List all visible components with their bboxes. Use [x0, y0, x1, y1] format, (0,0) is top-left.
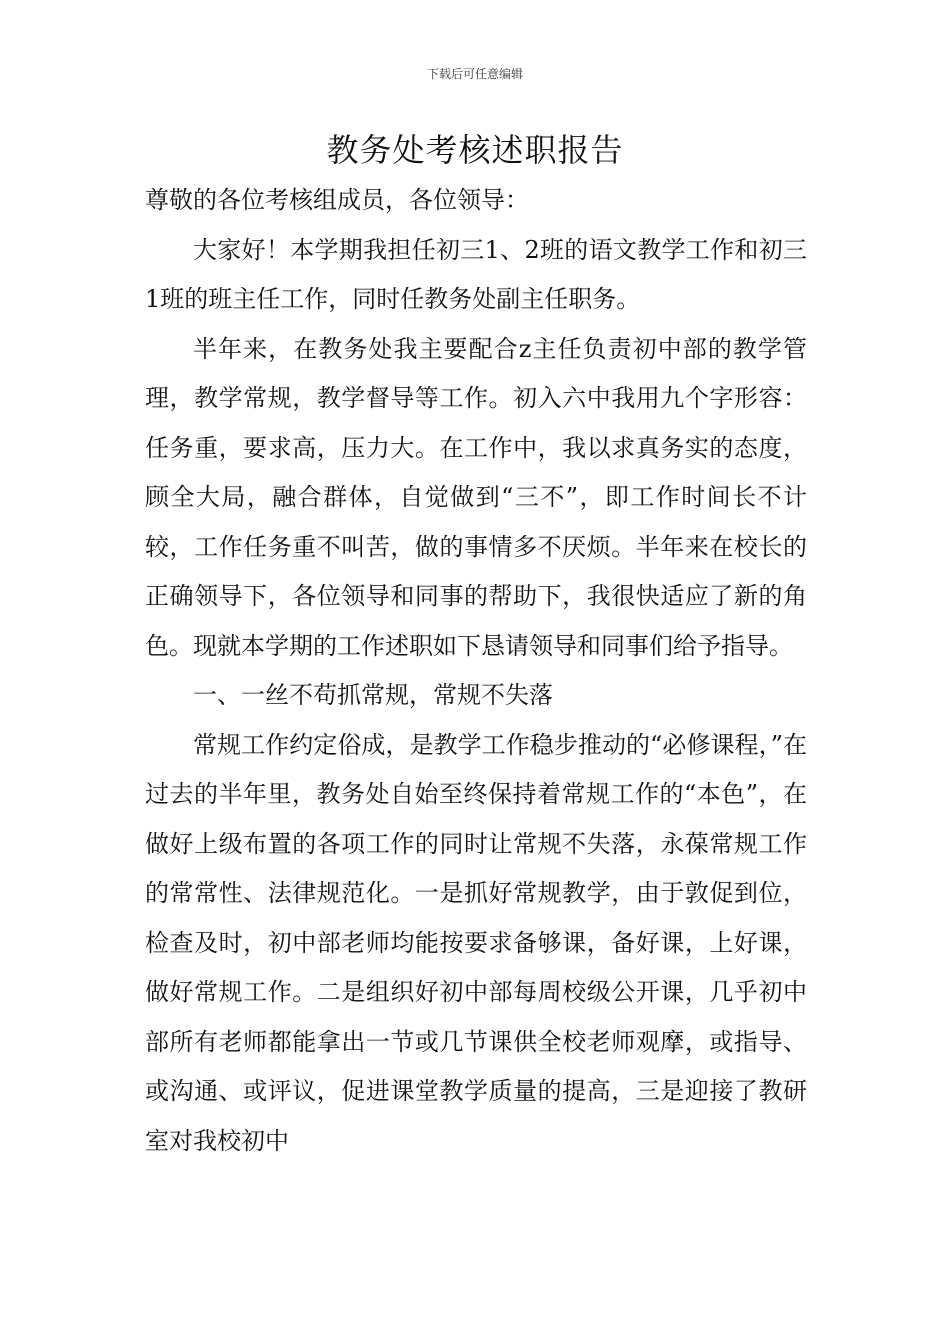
section-heading: 一、一丝不苟抓常规，常规不失落 [193, 681, 553, 709]
salutation: 尊敬的各位考核组成员，各位领导： [145, 186, 529, 214]
header-note: 下载后可任意编辑 [426, 67, 523, 81]
paragraph-overview: 半年来，在教务处我主要配合z主任负责初中部的教学管理，教学常规，教学督导等工作。初入六中我用九个字形容：任务重，要求高，压力大。在工作中，我以求真务实的态度，顾全大局，融合群体，自觉做到“三不”，即工作时间长不计较，工作任务重不叫苦，做的事情多不厌烦。半年来在校长的正确领导下，各位领导和同事的帮助下，我很快适应了新的角色。现就本学期的工作述职如下恳请领导和同事们给予指导。 [145, 334, 807, 660]
paragraph-routine-work: 常规工作约定俗成，是教学工作稳步推动的“必修课程，”在过去的半年里，教务处自始至终保持着常规工作的“本色”，在做好上级布置的各项工作的同时让常规不失落，永葆常规工作的常常性、法律规范化。一是抓好常规教学，由于敦促到位，检查及时，初中部老师均能按要求备够课，备好课，上好课，做好常规工作。二是组织好初中部每周校级公开课，几乎初中部所有老师都能拿出一节或几节课供全校老师观摩，或指导、或沟通、或评议，促进课堂教学质量的提高，三是迎接了教研室对我校初中 [145, 730, 807, 1155]
paragraph-intro: 大家好！本学期我担任初三1、2班的语文教学工作和初三1班的班主任工作，同时任教务处副主任职务。 [145, 235, 807, 313]
document-title: 教务处考核述职报告 [326, 131, 624, 169]
document-body [145, 176, 807, 1166]
